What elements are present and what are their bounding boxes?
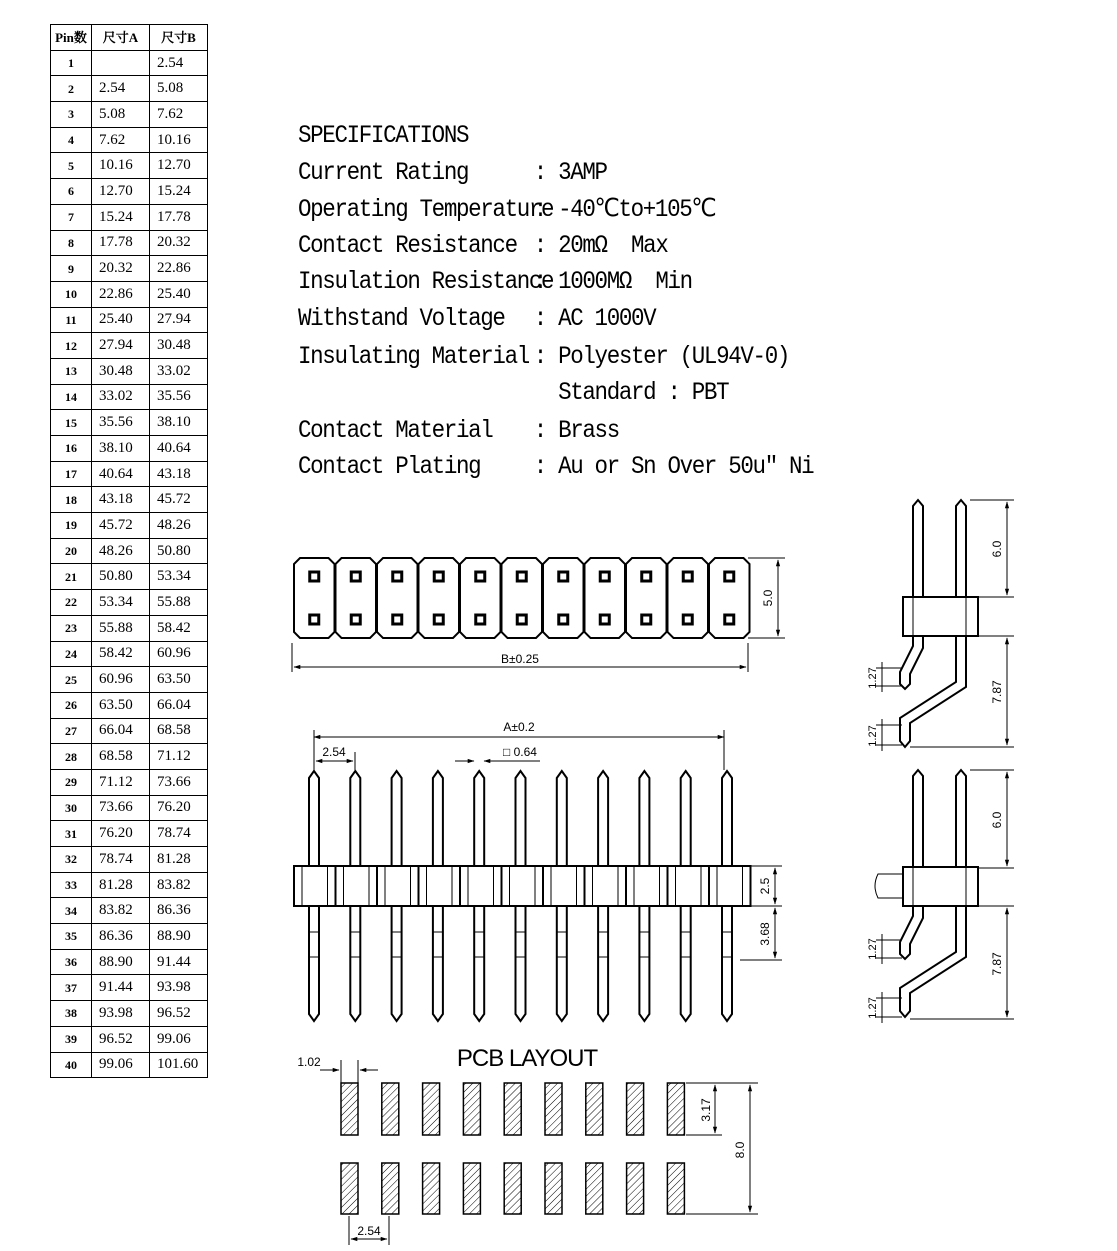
- dim-pcb-pitch: 2.54: [357, 1224, 381, 1238]
- cell-size-b: 17.78: [150, 204, 208, 230]
- cell-pin-count: 16: [51, 436, 92, 462]
- front-insulator-segment: [502, 866, 544, 906]
- cell-pin-count: 12: [51, 333, 92, 359]
- pcb-pad: [504, 1083, 521, 1135]
- pcb-pad: [463, 1083, 480, 1135]
- front-pin-upper: [557, 771, 567, 866]
- cell-size-b: 7.62: [150, 102, 208, 128]
- cell-pin-count: 11: [51, 307, 92, 333]
- side-pin-upper: [956, 770, 966, 867]
- spec-label: Current Rating: [298, 158, 469, 187]
- cell-size-b: 38.10: [150, 410, 208, 436]
- top-view-cell: [377, 558, 418, 638]
- front-insulator-segment: [419, 866, 461, 906]
- cell-pin-count: 4: [51, 127, 92, 153]
- top-view-pin-hole: [434, 572, 443, 581]
- cell-size-a: 25.40: [92, 307, 150, 333]
- cell-pin-count: 35: [51, 924, 92, 950]
- front-insulator-segment: [377, 866, 419, 906]
- pcb-pad: [341, 1083, 358, 1135]
- front-pin-upper: [433, 771, 443, 866]
- top-view-pin-hole: [351, 615, 360, 624]
- dim-tail-length: 3.68: [758, 922, 772, 946]
- cell-size-b: 63.50: [150, 667, 208, 693]
- cell-size-b: 12.70: [150, 153, 208, 179]
- pcb-pad: [667, 1083, 684, 1135]
- side-pin-bent-short: [900, 636, 923, 689]
- spec-value: : 1000MΩ Min: [533, 267, 692, 296]
- pcb-pad: [423, 1083, 440, 1135]
- top-view-pin-hole: [600, 615, 609, 624]
- dim-side-step-2a: 1.27: [867, 725, 879, 747]
- cell-size-b: 71.12: [150, 744, 208, 770]
- cell-size-a: 20.32: [92, 256, 150, 282]
- cell-pin-count: 37: [51, 975, 92, 1001]
- cell-pin-count: 38: [51, 1001, 92, 1027]
- cell-pin-count: 22: [51, 590, 92, 616]
- dim-top-height: 5.0: [761, 589, 775, 607]
- pcb-pad: [586, 1163, 603, 1214]
- pcb-pad: [545, 1083, 562, 1135]
- cell-size-a: 35.56: [92, 410, 150, 436]
- pcb-pad: [423, 1163, 440, 1214]
- cell-size-b: 5.08: [150, 76, 208, 102]
- cell-size-b: 15.24: [150, 179, 208, 205]
- pcb-pad: [504, 1163, 521, 1214]
- dim-side-lower-a: 7.87: [990, 680, 1004, 704]
- dim-pcb-pad-height: 3.17: [699, 1098, 713, 1122]
- top-view-pin-hole: [683, 572, 692, 581]
- spec-title: SPECIFICATIONS: [298, 121, 469, 150]
- cell-size-b: 78.74: [150, 821, 208, 847]
- cell-size-b: 88.90: [150, 924, 208, 950]
- spec-value: Standard : PBT: [533, 378, 729, 407]
- top-view-pin-hole: [725, 615, 734, 624]
- cell-size-a: 63.50: [92, 692, 150, 718]
- cell-pin-count: 1: [51, 50, 92, 76]
- pcb-pad: [382, 1083, 399, 1135]
- cell-size-a: 40.64: [92, 461, 150, 487]
- top-view-cell: [502, 558, 543, 638]
- front-insulator-segment: [294, 866, 336, 906]
- header-size-b: 尺寸B: [150, 25, 208, 51]
- cell-pin-count: 9: [51, 256, 92, 282]
- cell-size-a: 2.54: [92, 76, 150, 102]
- cell-size-a: 73.66: [92, 795, 150, 821]
- cell-size-a: 78.74: [92, 847, 150, 873]
- cell-size-b: 22.86: [150, 256, 208, 282]
- front-pin-upper: [516, 771, 526, 866]
- cell-size-a: 30.48: [92, 358, 150, 384]
- dim-side-upper-b: 6.0: [990, 811, 1004, 829]
- cell-pin-count: 36: [51, 949, 92, 975]
- spec-value: : Polyester (UL94V-0): [533, 342, 790, 371]
- cell-size-b: 27.94: [150, 307, 208, 333]
- front-pin-lower: [392, 906, 402, 1021]
- dim-pitch: 2.54: [322, 745, 346, 759]
- front-pin-lower: [433, 906, 443, 1021]
- header-size-a: 尺寸A: [92, 25, 150, 51]
- top-view-pin-hole: [642, 572, 651, 581]
- cell-size-b: 60.96: [150, 641, 208, 667]
- cell-size-a: 33.02: [92, 384, 150, 410]
- spec-label: Insulation Resistance: [298, 267, 554, 296]
- cell-size-a: 7.62: [92, 127, 150, 153]
- cell-size-a: 43.18: [92, 487, 150, 513]
- cell-size-a: 81.28: [92, 872, 150, 898]
- cell-size-b: 68.58: [150, 718, 208, 744]
- front-pin-upper: [681, 771, 691, 866]
- cell-pin-count: 2: [51, 76, 92, 102]
- dim-side-lower-b: 7.87: [990, 952, 1004, 976]
- cell-size-b: 53.34: [150, 564, 208, 590]
- cell-size-a: 38.10: [92, 436, 150, 462]
- cell-pin-count: 28: [51, 744, 92, 770]
- cell-pin-count: 23: [51, 615, 92, 641]
- spec-value: : Brass: [533, 416, 619, 445]
- cell-pin-count: 7: [51, 204, 92, 230]
- front-pin-lower: [681, 906, 691, 1021]
- top-view-cell: [294, 558, 335, 638]
- side-cap: [875, 874, 903, 898]
- cell-size-b: 45.72: [150, 487, 208, 513]
- cell-pin-count: 32: [51, 847, 92, 873]
- top-view-pin-hole: [476, 572, 485, 581]
- cell-pin-count: 39: [51, 1026, 92, 1052]
- front-pin-lower: [474, 906, 484, 1021]
- cell-size-a: 68.58: [92, 744, 150, 770]
- top-view-pin-hole: [393, 615, 402, 624]
- spec-label: Contact Material: [298, 416, 493, 445]
- cell-pin-count: 6: [51, 179, 92, 205]
- top-view-pin-hole: [683, 615, 692, 624]
- cell-size-b: 50.80: [150, 538, 208, 564]
- front-pin-upper: [392, 771, 402, 866]
- top-view-pin-hole: [351, 572, 360, 581]
- cell-size-a: 76.20: [92, 821, 150, 847]
- top-view-pin-hole: [517, 572, 526, 581]
- pcb-pad: [586, 1083, 603, 1135]
- cell-size-b: 35.56: [150, 384, 208, 410]
- cell-size-a: 86.36: [92, 924, 150, 950]
- front-view-dimensions: [314, 730, 782, 960]
- pcb-pad: [545, 1163, 562, 1214]
- cell-size-b: 20.32: [150, 230, 208, 256]
- cell-size-b: 2.54: [150, 50, 208, 76]
- top-view-pin-hole: [600, 572, 609, 581]
- front-insulator-segment: [668, 866, 710, 906]
- cell-pin-count: 13: [51, 358, 92, 384]
- front-pin-upper: [350, 771, 360, 866]
- cell-pin-count: 34: [51, 898, 92, 924]
- cell-pin-count: 27: [51, 718, 92, 744]
- cell-size-b: 86.36: [150, 898, 208, 924]
- front-insulator-segment: [336, 866, 378, 906]
- spec-value: : -40℃to+105℃: [533, 195, 716, 224]
- top-view: [294, 558, 750, 638]
- dim-side-step-1a: 1.27: [867, 667, 879, 689]
- top-view-cell: [419, 558, 460, 638]
- cell-size-a: 60.96: [92, 667, 150, 693]
- front-pin-lower: [350, 906, 360, 1021]
- cell-size-a: 5.08: [92, 102, 150, 128]
- top-view-cell: [543, 558, 584, 638]
- dim-top-length: B±0.25: [501, 652, 539, 666]
- front-view: [294, 771, 751, 1021]
- dim-side-step-1b: 1.27: [867, 938, 879, 960]
- cell-size-a: 50.80: [92, 564, 150, 590]
- dim-side-upper-a: 6.0: [990, 540, 1004, 558]
- cell-size-b: 30.48: [150, 333, 208, 359]
- cell-size-a: 88.90: [92, 949, 150, 975]
- cell-pin-count: 5: [51, 153, 92, 179]
- front-insulator-segment: [460, 866, 502, 906]
- top-view-pin-hole: [559, 615, 568, 624]
- cell-size-b: 83.82: [150, 872, 208, 898]
- cell-pin-count: 29: [51, 769, 92, 795]
- cell-size-a: 15.24: [92, 204, 150, 230]
- pcb-pad: [382, 1163, 399, 1214]
- front-pin-upper: [474, 771, 484, 866]
- cell-pin-count: 19: [51, 513, 92, 539]
- front-pin-lower: [722, 906, 732, 1021]
- cell-pin-count: 26: [51, 692, 92, 718]
- front-pin-lower: [557, 906, 567, 1021]
- spec-label: Insulating Material: [298, 342, 529, 371]
- top-view-pin-hole: [310, 615, 319, 624]
- cell-size-b: 43.18: [150, 461, 208, 487]
- cell-size-b: 40.64: [150, 436, 208, 462]
- top-view-pin-hole: [642, 615, 651, 624]
- side-pin-upper: [913, 770, 923, 867]
- cell-size-a: 55.88: [92, 615, 150, 641]
- dim-front-length: A±0.2: [503, 720, 535, 734]
- cell-pin-count: 33: [51, 872, 92, 898]
- top-view-cell: [336, 558, 377, 638]
- dim-side-step-2b: 1.27: [867, 997, 879, 1019]
- cell-pin-count: 40: [51, 1052, 92, 1078]
- cell-size-a: 48.26: [92, 538, 150, 564]
- cell-size-a: 93.98: [92, 1001, 150, 1027]
- dim-pcb-pad-width: 1.02: [297, 1055, 321, 1069]
- cell-pin-count: 15: [51, 410, 92, 436]
- cell-size-a: 71.12: [92, 769, 150, 795]
- spec-label: Contact Plating: [298, 452, 481, 481]
- spec-value: : 3AMP: [533, 158, 607, 187]
- cell-size-a: 10.16: [92, 153, 150, 179]
- cell-pin-count: 24: [51, 641, 92, 667]
- pcb-pad: [667, 1163, 684, 1214]
- cell-size-b: 66.04: [150, 692, 208, 718]
- spec-value: : Au or Sn Over 50u″ Ni: [533, 452, 814, 481]
- cell-size-b: 93.98: [150, 975, 208, 1001]
- front-insulator-segment: [709, 866, 751, 906]
- cell-size-b: 10.16: [150, 127, 208, 153]
- pcb-layout-title: PCB LAYOUT: [456, 1045, 598, 1072]
- cell-pin-count: 17: [51, 461, 92, 487]
- cell-pin-count: 3: [51, 102, 92, 128]
- top-view-cell: [585, 558, 626, 638]
- side-housing: [903, 597, 978, 636]
- cell-size-a: 58.42: [92, 641, 150, 667]
- cell-size-a: 83.82: [92, 898, 150, 924]
- cell-size-b: 99.06: [150, 1026, 208, 1052]
- front-pin-upper: [722, 771, 732, 866]
- spec-label: Contact Resistance: [298, 231, 517, 260]
- side-view-dimensions: [876, 500, 1014, 1023]
- top-view-cell: [460, 558, 501, 638]
- top-view-pin-hole: [476, 615, 485, 624]
- cell-pin-count: 30: [51, 795, 92, 821]
- cell-size-a: 27.94: [92, 333, 150, 359]
- spec-label: Operating Temperature: [298, 195, 554, 224]
- pcb-pad: [463, 1163, 480, 1214]
- cell-size-b: 73.66: [150, 769, 208, 795]
- cell-size-a: 45.72: [92, 513, 150, 539]
- cell-size-b: 25.40: [150, 281, 208, 307]
- cell-size-b: 76.20: [150, 795, 208, 821]
- cell-pin-count: 25: [51, 667, 92, 693]
- pcb-pads: [341, 1083, 684, 1214]
- top-view-cell: [626, 558, 667, 638]
- dim-pcb-row-span: 8.0: [733, 1141, 747, 1159]
- cell-size-b: 91.44: [150, 949, 208, 975]
- side-views: [875, 500, 978, 1017]
- pcb-pad: [627, 1163, 644, 1214]
- top-view-pin-hole: [559, 572, 568, 581]
- side-pin-bent-short: [900, 906, 923, 959]
- cell-size-b: 55.88: [150, 590, 208, 616]
- cell-pin-count: 20: [51, 538, 92, 564]
- top-view-cell: [709, 558, 750, 638]
- cell-size-a: 66.04: [92, 718, 150, 744]
- cell-size-b: 96.52: [150, 1001, 208, 1027]
- front-insulator-segment: [626, 866, 668, 906]
- side-pin-upper: [956, 500, 966, 597]
- cell-pin-count: 18: [51, 487, 92, 513]
- cell-size-a: 53.34: [92, 590, 150, 616]
- cell-pin-count: 31: [51, 821, 92, 847]
- cell-pin-count: 8: [51, 230, 92, 256]
- front-pin-lower: [516, 906, 526, 1021]
- cell-size-a: 22.86: [92, 281, 150, 307]
- front-pin-upper: [639, 771, 649, 866]
- cell-size-a: 96.52: [92, 1026, 150, 1052]
- pcb-pad: [341, 1163, 358, 1214]
- front-pin-upper: [598, 771, 608, 866]
- cell-size-a: 12.70: [92, 179, 150, 205]
- cell-size-b: 101.60: [150, 1052, 208, 1078]
- top-view-pin-hole: [725, 572, 734, 581]
- front-pin-lower: [639, 906, 649, 1021]
- cell-size-a: 91.44: [92, 975, 150, 1001]
- spec-value: : AC 1000V: [533, 304, 656, 333]
- front-insulator-segment: [585, 866, 627, 906]
- cell-size-a: 17.78: [92, 230, 150, 256]
- top-view-pin-hole: [517, 615, 526, 624]
- spec-label: Withstand Voltage: [298, 304, 505, 333]
- pcb-pad: [627, 1083, 644, 1135]
- dim-pin-square: □ 0.64: [503, 745, 537, 759]
- cell-size-b: 58.42: [150, 615, 208, 641]
- cell-pin-count: 14: [51, 384, 92, 410]
- cell-size-b: 48.26: [150, 513, 208, 539]
- front-pin-lower: [309, 906, 319, 1021]
- cell-size-b: 33.02: [150, 358, 208, 384]
- cell-size-b: 81.28: [150, 847, 208, 873]
- cell-pin-count: 10: [51, 281, 92, 307]
- side-housing: [903, 867, 978, 906]
- cell-pin-count: 21: [51, 564, 92, 590]
- front-pin-lower: [598, 906, 608, 1021]
- front-insulator-segment: [543, 866, 585, 906]
- dim-insulator-height: 2.5: [758, 877, 772, 895]
- top-view-pin-hole: [434, 615, 443, 624]
- spec-value: : 20mΩ Max: [533, 231, 668, 260]
- front-pin-upper: [309, 771, 319, 866]
- cell-size-a: 99.06: [92, 1052, 150, 1078]
- top-view-pin-hole: [310, 572, 319, 581]
- header-pin-count: Pin数: [51, 25, 92, 51]
- top-view-pin-hole: [393, 572, 402, 581]
- top-view-cell: [668, 558, 709, 638]
- side-pin-upper: [913, 500, 923, 597]
